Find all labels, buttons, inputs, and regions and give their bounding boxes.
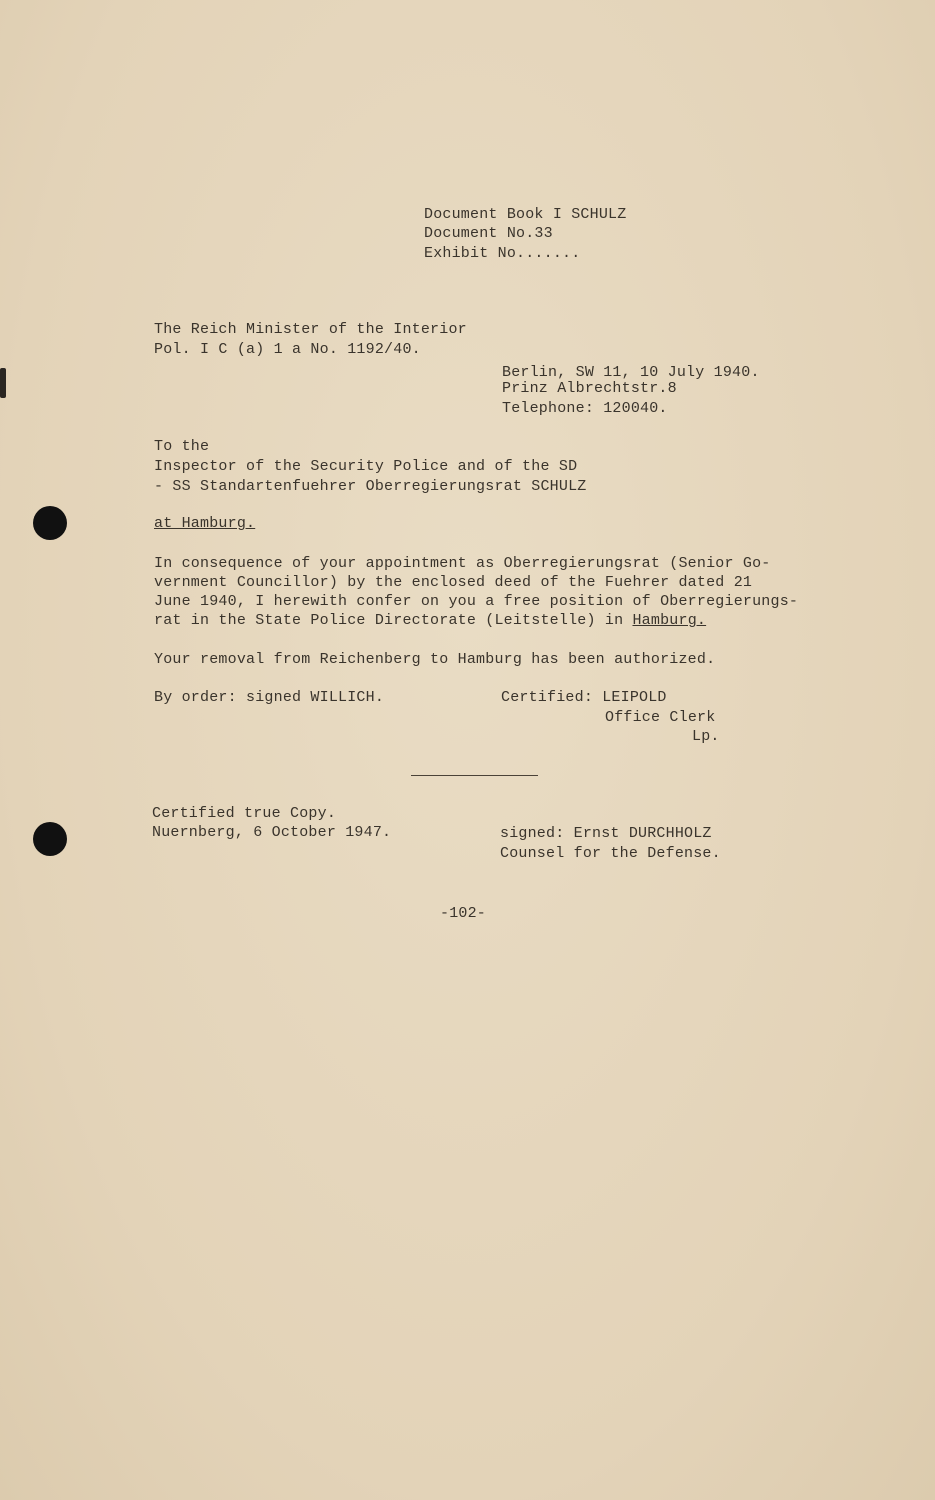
- office-clerk-title: Office Clerk: [605, 709, 716, 726]
- addressee-name: - SS Standartenfuehrer Oberregierungsrat SCHULZ: [154, 478, 587, 495]
- body-line-4: [154, 611, 706, 630]
- place-date: Berlin, SW 11, 10 July 1940.: [502, 364, 760, 381]
- punch-hole-bottom: [33, 822, 67, 856]
- counsel-signature: signed: Ernst DURCHHOLZ: [500, 825, 712, 842]
- body-paragraph-2: Your removal from Reichenberg to Hamburg has been authorized.: [154, 651, 716, 668]
- document-number-label: Document No.33: [424, 225, 553, 242]
- body-line-4-text: rat in the State Police Directorate (Leitstelle) in: [154, 612, 633, 629]
- exhibit-number-label: Exhibit No.......: [424, 245, 581, 262]
- page-number: -102-: [440, 905, 487, 922]
- street-address: Prinz Albrechtstr.8: [502, 380, 677, 397]
- sender-title: The Reich Minister of the Interior: [154, 321, 467, 338]
- body-line-3: June 1940, I herewith confer on you a free position of Oberregierungs-: [154, 593, 799, 610]
- punch-hole-top: [33, 506, 67, 540]
- certified-copy-label: Certified true Copy.: [152, 805, 337, 822]
- separator-rule: [411, 775, 538, 776]
- edge-mark: [0, 368, 6, 398]
- addressee-office: Inspector of the Security Police and of the SD: [154, 458, 578, 475]
- document-book-label: Document Book I SCHULZ: [424, 206, 627, 223]
- by-order-signature: By order: signed WILLICH.: [154, 689, 385, 706]
- certification-place-date: Nuernberg, 6 October 1947.: [152, 824, 392, 841]
- addressee-to: To the: [154, 438, 210, 455]
- addressee-location: at Hamburg.: [154, 515, 256, 532]
- clerk-initials: Lp.: [692, 728, 720, 745]
- certified-signature: Certified: LEIPOLD: [501, 689, 667, 706]
- body-line-2: vernment Councillor) by the enclosed deed of the Fuehrer dated 21: [154, 574, 753, 591]
- counsel-title: Counsel for the Defense.: [500, 845, 721, 862]
- telephone: Telephone: 120040.: [502, 400, 668, 417]
- body-line-4-city: Hamburg.: [632, 612, 707, 629]
- sender-reference: Pol. I C (a) 1 a No. 1192/40.: [154, 341, 421, 358]
- body-line-1: In consequence of your appointment as Oberregierungsrat (Senior Go-: [154, 555, 771, 572]
